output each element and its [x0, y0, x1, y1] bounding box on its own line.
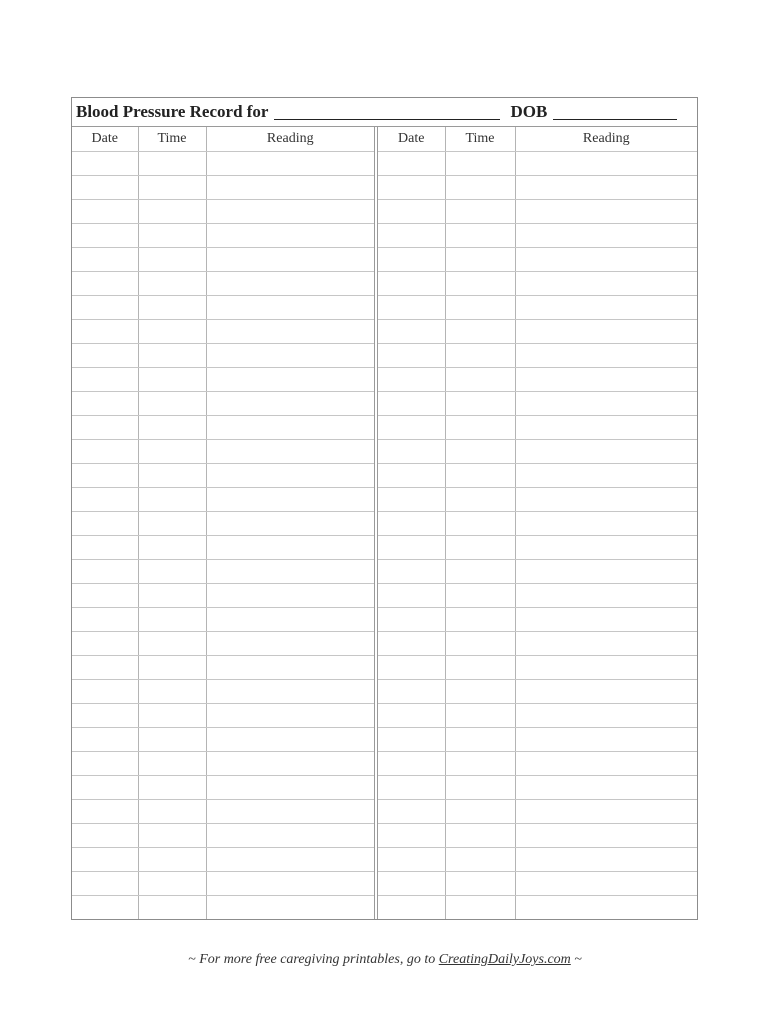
cell-reading[interactable] [515, 463, 697, 487]
record-row [72, 175, 697, 199]
name-blank-line[interactable] [274, 105, 500, 120]
cell-time[interactable] [445, 679, 515, 703]
cell-date[interactable] [376, 319, 445, 343]
cell-time[interactable] [138, 415, 206, 439]
cell-time[interactable] [138, 895, 206, 919]
cell-time[interactable] [138, 199, 206, 223]
column-header-date: Date [72, 127, 138, 151]
cell-time[interactable] [445, 175, 515, 199]
record-row [72, 295, 697, 319]
cell-reading[interactable] [515, 679, 697, 703]
cell-reading[interactable] [515, 607, 697, 631]
cell-time[interactable] [138, 871, 206, 895]
cell-date[interactable] [72, 247, 138, 271]
cell-date[interactable] [376, 391, 445, 415]
cell-time[interactable] [445, 751, 515, 775]
cell-reading[interactable] [206, 535, 376, 559]
cell-time[interactable] [445, 319, 515, 343]
dob-label: DOB [510, 102, 548, 121]
cell-reading[interactable] [206, 415, 376, 439]
record-row [72, 199, 697, 223]
record-row [72, 559, 697, 583]
cell-reading[interactable] [515, 727, 697, 751]
cell-date[interactable] [72, 703, 138, 727]
cell-reading[interactable] [206, 343, 376, 367]
cell-time[interactable] [138, 775, 206, 799]
cell-reading[interactable] [206, 631, 376, 655]
column-header-date: Date [376, 127, 445, 151]
cell-date[interactable] [376, 631, 445, 655]
record-row [72, 607, 697, 631]
cell-time[interactable] [445, 727, 515, 751]
cell-time[interactable] [138, 847, 206, 871]
cell-time[interactable] [138, 175, 206, 199]
cell-time[interactable] [138, 439, 206, 463]
cell-date[interactable] [72, 175, 138, 199]
cell-reading[interactable] [206, 367, 376, 391]
cell-date[interactable] [72, 271, 138, 295]
cell-date[interactable] [72, 367, 138, 391]
cell-time[interactable] [445, 799, 515, 823]
cell-time[interactable] [445, 343, 515, 367]
cell-date[interactable] [376, 607, 445, 631]
column-header-time: Time [138, 127, 206, 151]
cell-reading[interactable] [515, 247, 697, 271]
cell-date[interactable] [72, 415, 138, 439]
cell-time[interactable] [138, 463, 206, 487]
record-row [72, 151, 697, 175]
column-header-row [72, 127, 697, 151]
record-row [72, 703, 697, 727]
record-row [72, 247, 697, 271]
cell-date[interactable] [72, 871, 138, 895]
cell-time[interactable] [445, 391, 515, 415]
record-row [72, 415, 697, 439]
record-row [72, 655, 697, 679]
cell-time[interactable] [445, 607, 515, 631]
cell-reading[interactable] [206, 439, 376, 463]
cell-date[interactable] [376, 223, 445, 247]
cell-reading[interactable] [515, 895, 697, 919]
record-row [72, 847, 697, 871]
cell-time[interactable] [138, 271, 206, 295]
cell-reading[interactable] [515, 319, 697, 343]
cell-reading[interactable] [515, 703, 697, 727]
cell-date[interactable] [72, 607, 138, 631]
cell-reading[interactable] [206, 895, 376, 919]
cell-date[interactable] [72, 439, 138, 463]
cell-time[interactable] [138, 151, 206, 175]
cell-time[interactable] [445, 247, 515, 271]
cell-time[interactable] [445, 151, 515, 175]
cell-reading[interactable] [206, 751, 376, 775]
record-row [72, 895, 697, 919]
cell-date[interactable] [72, 487, 138, 511]
cell-date[interactable] [72, 655, 138, 679]
cell-date[interactable] [72, 151, 138, 175]
cell-date[interactable] [72, 463, 138, 487]
cell-reading[interactable] [515, 367, 697, 391]
cell-time[interactable] [138, 751, 206, 775]
cell-reading[interactable] [206, 655, 376, 679]
cell-date[interactable] [72, 847, 138, 871]
cell-time[interactable] [445, 655, 515, 679]
cell-reading[interactable] [515, 391, 697, 415]
cell-reading[interactable] [515, 511, 697, 535]
cell-time[interactable] [138, 367, 206, 391]
cell-reading[interactable] [206, 727, 376, 751]
column-header-reading: Reading [206, 127, 376, 151]
cell-reading[interactable] [206, 703, 376, 727]
cell-date[interactable] [376, 775, 445, 799]
record-row [72, 439, 697, 463]
cell-date[interactable] [72, 679, 138, 703]
cell-time[interactable] [445, 847, 515, 871]
cell-date[interactable] [376, 247, 445, 271]
cell-time[interactable] [138, 535, 206, 559]
cell-time[interactable] [445, 295, 515, 319]
cell-time[interactable] [445, 367, 515, 391]
cell-reading[interactable] [515, 439, 697, 463]
cell-time[interactable] [138, 247, 206, 271]
cell-reading[interactable] [206, 823, 376, 847]
record-title: Blood Pressure Record for [76, 102, 269, 121]
cell-time[interactable] [138, 343, 206, 367]
cell-reading[interactable] [206, 199, 376, 223]
cell-reading[interactable] [206, 223, 376, 247]
cell-reading[interactable] [206, 799, 376, 823]
cell-time[interactable] [138, 655, 206, 679]
cell-time[interactable] [445, 487, 515, 511]
cell-time[interactable] [445, 823, 515, 847]
cell-date[interactable] [72, 799, 138, 823]
cell-reading[interactable] [515, 175, 697, 199]
title-row [72, 98, 697, 127]
cell-time[interactable] [445, 559, 515, 583]
cell-date[interactable] [376, 487, 445, 511]
cell-date[interactable] [72, 223, 138, 247]
cell-reading[interactable] [515, 535, 697, 559]
cell-date[interactable] [376, 847, 445, 871]
cell-date[interactable] [376, 823, 445, 847]
record-row [72, 583, 697, 607]
cell-time[interactable] [445, 223, 515, 247]
record-row [72, 367, 697, 391]
cell-reading[interactable] [515, 583, 697, 607]
cell-date[interactable] [72, 559, 138, 583]
cell-time[interactable] [138, 295, 206, 319]
cell-date[interactable] [72, 751, 138, 775]
cell-reading[interactable] [206, 247, 376, 271]
cell-reading[interactable] [206, 271, 376, 295]
cell-date[interactable] [376, 799, 445, 823]
cell-date[interactable] [376, 679, 445, 703]
cell-date[interactable] [376, 463, 445, 487]
record-row [72, 535, 697, 559]
cell-time[interactable] [138, 391, 206, 415]
footer-prefix: ~ For more free caregiving printables, go to [188, 952, 436, 967]
cell-reading[interactable] [206, 679, 376, 703]
record-row [72, 727, 697, 751]
cell-time[interactable] [445, 199, 515, 223]
cell-date[interactable] [376, 583, 445, 607]
cell-reading[interactable] [515, 823, 697, 847]
footer-suffix: ~ [574, 952, 582, 967]
cell-time[interactable] [138, 319, 206, 343]
cell-date[interactable] [376, 295, 445, 319]
cell-time[interactable] [138, 679, 206, 703]
cell-reading[interactable] [515, 487, 697, 511]
record-row [72, 223, 697, 247]
cell-reading[interactable] [206, 847, 376, 871]
dob-blank-line[interactable] [553, 105, 677, 120]
cell-time[interactable] [138, 583, 206, 607]
cell-reading[interactable] [206, 871, 376, 895]
cell-date[interactable] [376, 439, 445, 463]
cell-reading[interactable] [206, 511, 376, 535]
cell-reading[interactable] [206, 487, 376, 511]
record-row [72, 487, 697, 511]
cell-time[interactable] [138, 487, 206, 511]
record-row [72, 871, 697, 895]
record-row [72, 679, 697, 703]
cell-date[interactable] [72, 727, 138, 751]
cell-date[interactable] [72, 775, 138, 799]
cell-reading[interactable] [515, 775, 697, 799]
cell-time[interactable] [138, 607, 206, 631]
cell-reading[interactable] [515, 151, 697, 175]
cell-date[interactable] [376, 895, 445, 919]
cell-date[interactable] [376, 151, 445, 175]
record-body [72, 151, 697, 919]
cell-reading[interactable] [206, 391, 376, 415]
record-row [72, 319, 697, 343]
record-row [72, 823, 697, 847]
cell-time[interactable] [138, 799, 206, 823]
cell-date[interactable] [376, 343, 445, 367]
footer-note [0, 952, 770, 968]
cell-date[interactable] [376, 415, 445, 439]
cell-time[interactable] [138, 727, 206, 751]
cell-date[interactable] [72, 895, 138, 919]
cell-reading[interactable] [515, 847, 697, 871]
cell-date[interactable] [72, 631, 138, 655]
cell-date[interactable] [376, 535, 445, 559]
cell-date[interactable] [72, 583, 138, 607]
cell-reading[interactable] [515, 799, 697, 823]
record-row [72, 391, 697, 415]
record-row [72, 631, 697, 655]
cell-time[interactable] [138, 511, 206, 535]
cell-date[interactable] [376, 703, 445, 727]
column-header-time: Time [445, 127, 515, 151]
cell-time[interactable] [445, 415, 515, 439]
record-row [72, 343, 697, 367]
cell-reading[interactable] [206, 319, 376, 343]
cell-time[interactable] [445, 775, 515, 799]
cell-date[interactable] [72, 823, 138, 847]
cell-reading[interactable] [206, 583, 376, 607]
cell-time[interactable] [445, 631, 515, 655]
record-table [72, 127, 697, 919]
record-row [72, 751, 697, 775]
cell-time[interactable] [138, 631, 206, 655]
cell-date[interactable] [376, 559, 445, 583]
cell-date[interactable] [72, 391, 138, 415]
cell-reading[interactable] [515, 199, 697, 223]
cell-date[interactable] [72, 511, 138, 535]
cell-date[interactable] [72, 199, 138, 223]
cell-time[interactable] [138, 703, 206, 727]
cell-time[interactable] [138, 223, 206, 247]
cell-reading[interactable] [515, 631, 697, 655]
cell-date[interactable] [72, 319, 138, 343]
cell-time[interactable] [445, 535, 515, 559]
cell-reading[interactable] [515, 295, 697, 319]
cell-date[interactable] [72, 295, 138, 319]
cell-time[interactable] [445, 511, 515, 535]
cell-date[interactable] [376, 751, 445, 775]
cell-reading[interactable] [206, 175, 376, 199]
column-header-reading: Reading [515, 127, 697, 151]
cell-time[interactable] [445, 703, 515, 727]
cell-reading[interactable] [206, 775, 376, 799]
cell-time[interactable] [445, 895, 515, 919]
cell-time[interactable] [445, 463, 515, 487]
cell-reading[interactable] [515, 871, 697, 895]
cell-reading[interactable] [515, 559, 697, 583]
cell-time[interactable] [445, 583, 515, 607]
record-row [72, 799, 697, 823]
cell-reading[interactable] [515, 415, 697, 439]
record-row [72, 463, 697, 487]
cell-time[interactable] [445, 271, 515, 295]
cell-date[interactable] [72, 535, 138, 559]
cell-date[interactable] [376, 871, 445, 895]
record-row [72, 775, 697, 799]
cell-reading[interactable] [206, 463, 376, 487]
cell-time[interactable] [138, 559, 206, 583]
cell-reading[interactable] [206, 295, 376, 319]
cell-date[interactable] [376, 175, 445, 199]
cell-time[interactable] [445, 439, 515, 463]
record-row [72, 511, 697, 535]
record-row [72, 271, 697, 295]
cell-time[interactable] [445, 871, 515, 895]
cell-date[interactable] [376, 199, 445, 223]
cell-date[interactable] [376, 655, 445, 679]
cell-reading[interactable] [206, 151, 376, 175]
cell-date[interactable] [72, 343, 138, 367]
cell-date[interactable] [376, 367, 445, 391]
cell-reading[interactable] [515, 223, 697, 247]
cell-reading[interactable] [515, 271, 697, 295]
blood-pressure-record-sheet [71, 97, 698, 920]
cell-time[interactable] [138, 823, 206, 847]
cell-reading[interactable] [206, 559, 376, 583]
cell-reading[interactable] [206, 607, 376, 631]
cell-date[interactable] [376, 271, 445, 295]
cell-reading[interactable] [515, 751, 697, 775]
cell-date[interactable] [376, 511, 445, 535]
cell-date[interactable] [376, 727, 445, 751]
creating-daily-joys-link[interactable]: CreatingDailyJoys.com [438, 952, 571, 967]
cell-reading[interactable] [515, 655, 697, 679]
cell-reading[interactable] [515, 343, 697, 367]
